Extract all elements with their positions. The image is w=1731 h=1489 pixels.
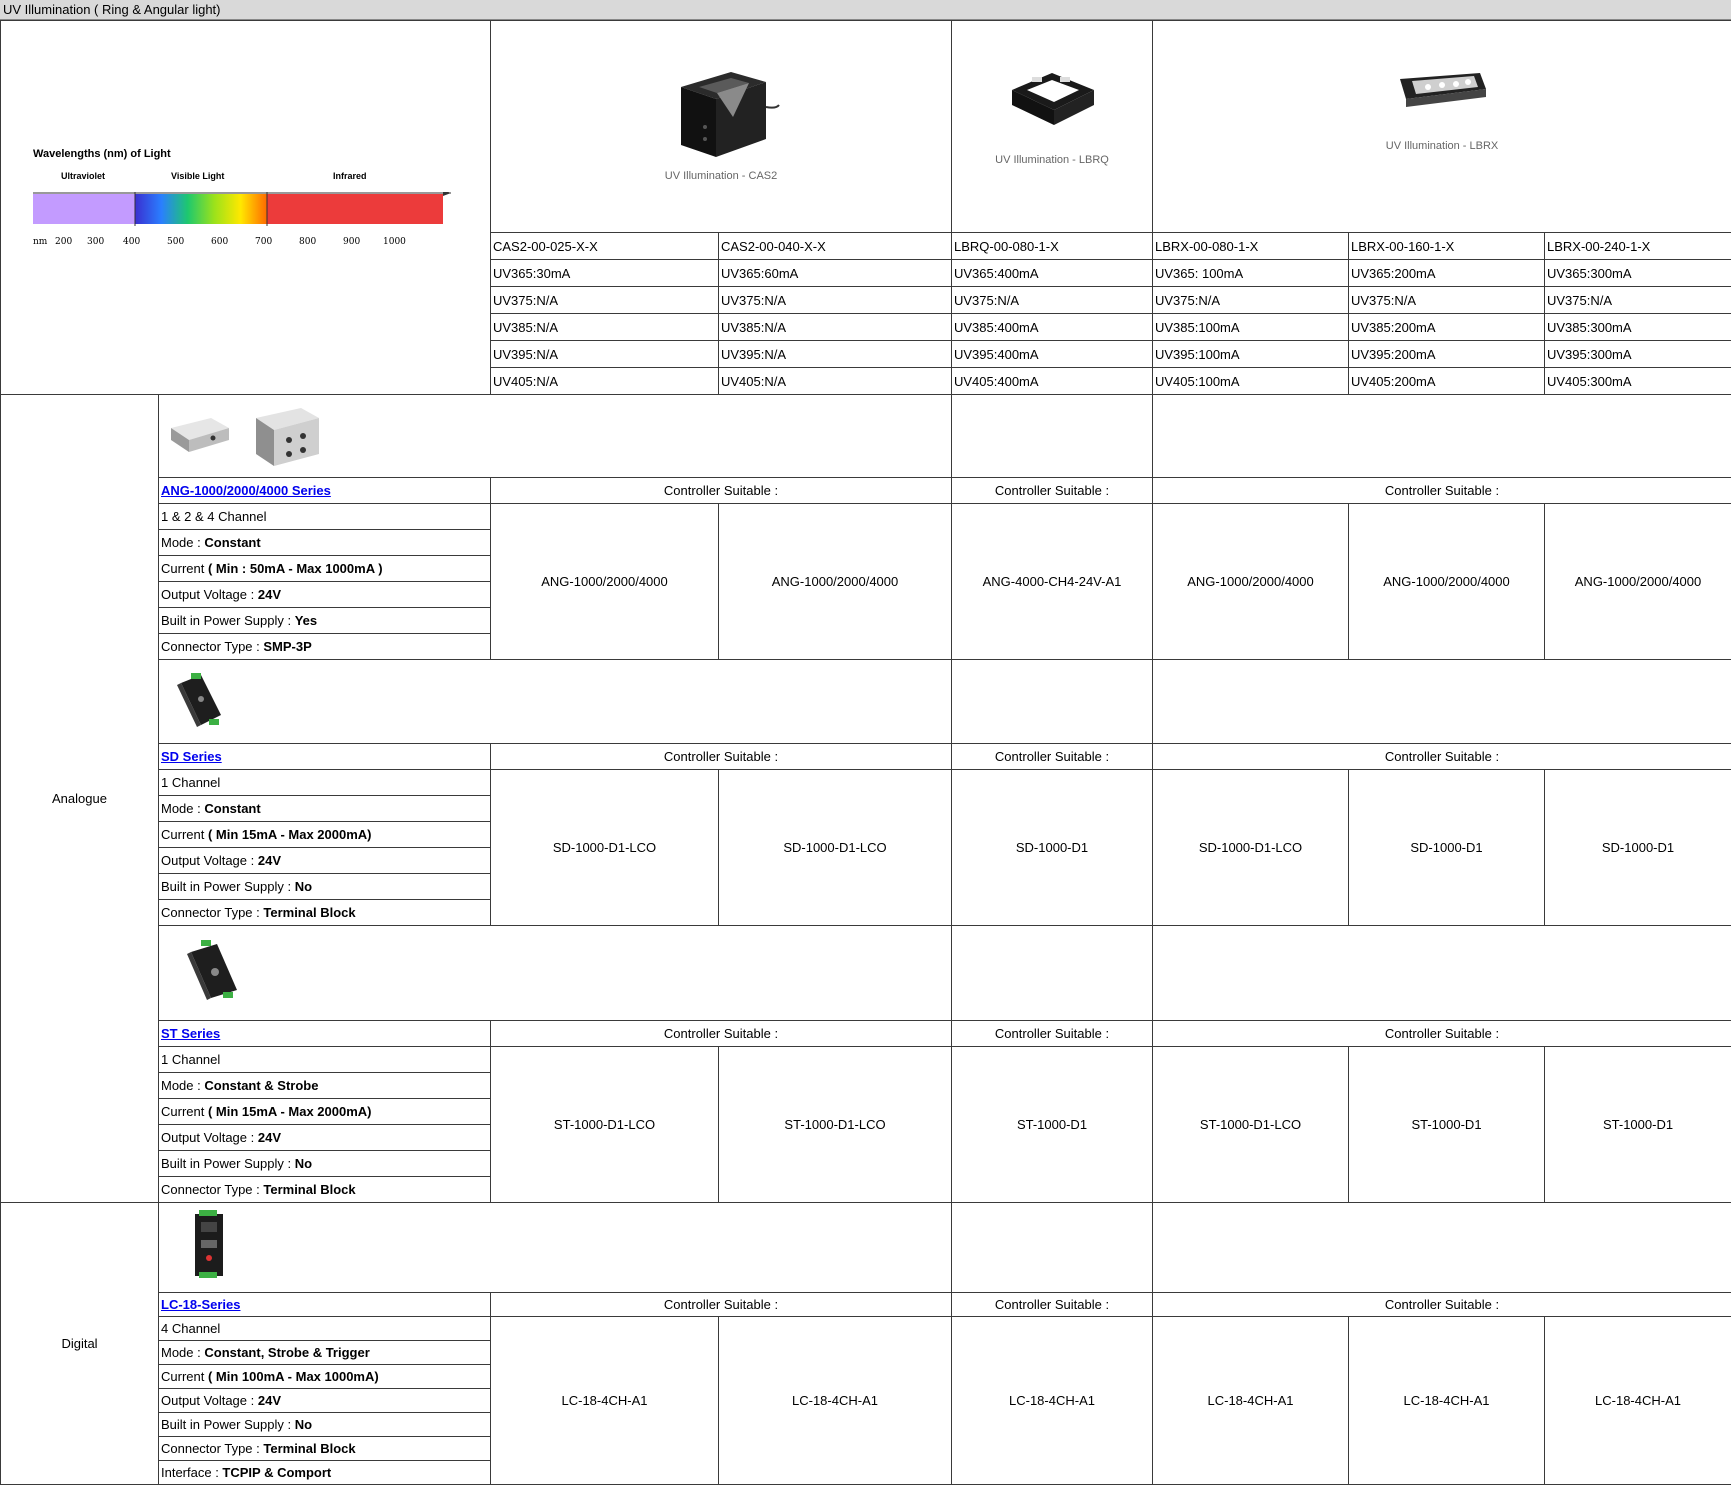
band-infrared: Infrared (333, 171, 367, 181)
model-spec: UV385:N/A (719, 314, 952, 341)
series-spec: Current ( Min 15mA - Max 2000mA) (159, 1099, 491, 1125)
spectrum-title: Wavelengths (nm) of Light (33, 148, 171, 160)
tick-label: 1000 (383, 237, 406, 247)
controller-suitable-label: Controller Suitable : (491, 1293, 952, 1317)
series-spec: 1 & 2 & 4 Channel (159, 504, 491, 530)
series-link[interactable] (159, 1293, 491, 1317)
product-caption: UV Illumination - LBRQ (995, 154, 1109, 166)
empty-cell (952, 660, 1153, 744)
empty-cell (1153, 1203, 1731, 1293)
controller-suitable-label: Controller Suitable : (952, 478, 1153, 504)
empty-cell (952, 926, 1153, 1021)
controller-model: LC-18-4CH-A1 (719, 1317, 952, 1485)
controller-model: ST-1000-D1-LCO (719, 1047, 952, 1203)
controller-model: SD-1000-D1 (1349, 770, 1545, 926)
spectrum-cell (1, 21, 491, 395)
model-spec: UV375:N/A (1153, 287, 1349, 314)
model-spec: UV375:N/A (952, 287, 1153, 314)
controller-model: LC-18-4CH-A1 (1349, 1317, 1545, 1485)
model-spec: UV375:N/A (1349, 287, 1545, 314)
empty-cell (1153, 926, 1731, 1021)
series-name[interactable]: ST Series (161, 1026, 221, 1041)
series-spec: Built in Power Supply : No (159, 874, 491, 900)
controller-suitable-label: Controller Suitable : (491, 1021, 952, 1047)
empty-cell (952, 395, 1153, 478)
sd-controller-image (167, 665, 247, 735)
controller-image-cell (159, 926, 952, 1021)
series-spec: Connector Type : Terminal Block (159, 900, 491, 926)
model-spec: UV385:400mA (952, 314, 1153, 341)
model-spec: UV405:300mA (1545, 368, 1731, 395)
series-spec: Built in Power Supply : No (159, 1151, 491, 1177)
model-spec: UV375:N/A (1545, 287, 1731, 314)
controller-model: ANG-4000-CH4-24V-A1 (952, 504, 1153, 660)
series-link[interactable] (159, 478, 491, 504)
product-cas2-cell (491, 21, 952, 233)
controller-suitable-label: Controller Suitable : (952, 1293, 1153, 1317)
comparison-table (0, 20, 1731, 1485)
tick-label: 500 (167, 237, 185, 247)
category-digital: Digital (1, 1203, 159, 1485)
band-ultraviolet: Ultraviolet (61, 171, 106, 181)
series-spec: Output Voltage : 24V (159, 848, 491, 874)
model-spec: UV395:300mA (1545, 341, 1731, 368)
sheet-title: UV Illumination ( Ring & Angular light) (0, 0, 1731, 20)
series-spec: Current ( Min 100mA - Max 1000mA) (159, 1365, 491, 1389)
cas2-light-image (661, 47, 781, 167)
st-controller-image (177, 932, 257, 1012)
model-spec: UV385:N/A (491, 314, 719, 341)
model-spec: UV395:N/A (491, 341, 719, 368)
controller-image-cell (159, 395, 952, 478)
model-spec: UV405:200mA (1349, 368, 1545, 395)
controller-suitable-label: Controller Suitable : (952, 744, 1153, 770)
model-name: LBRX-00-240-1-X (1545, 233, 1731, 260)
lc18-controller-image (179, 1206, 249, 1286)
model-spec: UV385:200mA (1349, 314, 1545, 341)
series-link[interactable] (159, 744, 491, 770)
series-spec: Interface : TCPIP & Comport (159, 1461, 491, 1485)
tick-label: 800 (299, 237, 317, 247)
controller-model: LC-18-4CH-A1 (491, 1317, 719, 1485)
tick-label: 900 (343, 237, 361, 247)
series-spec: Connector Type : SMP-3P (159, 634, 491, 660)
tick-label: 300 (87, 237, 105, 247)
model-name: LBRQ-00-080-1-X (952, 233, 1153, 260)
visible-band (135, 194, 267, 224)
product-lbrq-cell (952, 21, 1153, 233)
controller-model: ANG-1000/2000/4000 (719, 504, 952, 660)
series-spec: Output Voltage : 24V (159, 582, 491, 608)
controller-model: SD-1000-D1 (952, 770, 1153, 926)
controller-suitable-label: Controller Suitable : (491, 478, 952, 504)
tick-label: 700 (255, 237, 273, 247)
controller-image-cell (159, 660, 952, 744)
model-spec: UV395:N/A (719, 341, 952, 368)
controller-model: ST-1000-D1 (1349, 1047, 1545, 1203)
model-spec: UV395:200mA (1349, 341, 1545, 368)
model-spec: UV395:400mA (952, 341, 1153, 368)
controller-model: ANG-1000/2000/4000 (1153, 504, 1349, 660)
series-spec: 1 Channel (159, 1047, 491, 1073)
uv-band (33, 194, 135, 224)
series-spec: Connector Type : Terminal Block (159, 1177, 491, 1203)
tick-label: 200 (55, 237, 73, 247)
model-name: LBRX-00-160-1-X (1349, 233, 1545, 260)
controller-model: ST-1000-D1-LCO (491, 1047, 719, 1203)
model-spec: UV365:300mA (1545, 260, 1731, 287)
series-spec: Built in Power Supply : Yes (159, 608, 491, 634)
tick-unit: nm (33, 237, 48, 247)
controller-model: SD-1000-D1-LCO (1153, 770, 1349, 926)
ang-controller-image (161, 400, 331, 470)
model-spec: UV385:300mA (1545, 314, 1731, 341)
product-caption: UV Illumination - LBRX (1385, 140, 1499, 152)
controller-model: ANG-1000/2000/4000 (1545, 504, 1731, 660)
series-name[interactable]: LC-18-Series (161, 1297, 241, 1312)
category-analogue: Analogue (1, 395, 159, 1203)
controller-model: ST-1000-D1-LCO (1153, 1047, 1349, 1203)
model-spec: UV385:100mA (1153, 314, 1349, 341)
model-spec: UV365: 100mA (1153, 260, 1349, 287)
controller-suitable-label: Controller Suitable : (1153, 1021, 1731, 1047)
model-spec: UV365:200mA (1349, 260, 1545, 287)
product-lbrx-cell (1153, 21, 1731, 233)
model-spec: UV365:30mA (491, 260, 719, 287)
empty-cell (952, 1203, 1153, 1293)
series-spec: Mode : Constant & Strobe (159, 1073, 491, 1099)
model-spec: UV405:400mA (952, 368, 1153, 395)
controller-model: ST-1000-D1 (1545, 1047, 1731, 1203)
model-name: CAS2-00-025-X-X (491, 233, 719, 260)
controller-suitable-label: Controller Suitable : (491, 744, 952, 770)
model-spec: UV375:N/A (491, 287, 719, 314)
series-spec: 4 Channel (159, 1317, 491, 1341)
controller-model: ANG-1000/2000/4000 (491, 504, 719, 660)
spectrum-bar (33, 192, 451, 226)
series-spec: Current ( Min 15mA - Max 2000mA) (159, 822, 491, 848)
model-spec: UV405:N/A (719, 368, 952, 395)
controller-image-cell (159, 1203, 952, 1293)
model-spec: UV395:100mA (1153, 341, 1349, 368)
series-spec: Connector Type : Terminal Block (159, 1437, 491, 1461)
controller-model: SD-1000-D1 (1545, 770, 1731, 926)
series-link[interactable] (159, 1021, 491, 1047)
series-spec: Built in Power Supply : No (159, 1413, 491, 1437)
tick-label: 600 (211, 237, 229, 247)
ir-band (267, 194, 443, 224)
controller-suitable-label: Controller Suitable : (1153, 744, 1731, 770)
series-spec: Mode : Constant, Strobe & Trigger (159, 1341, 491, 1365)
series-spec: Current ( Min : 50mA - Max 1000mA ) (159, 556, 491, 582)
controller-model: LC-18-4CH-A1 (1153, 1317, 1349, 1485)
model-spec: UV365:60mA (719, 260, 952, 287)
series-spec: Mode : Constant (159, 530, 491, 556)
controller-model: SD-1000-D1-LCO (491, 770, 719, 926)
series-spec: Output Voltage : 24V (159, 1125, 491, 1151)
product-caption: UV Illumination - CAS2 (664, 170, 778, 182)
tick-label: 400 (123, 237, 141, 247)
controller-model: ANG-1000/2000/4000 (1349, 504, 1545, 660)
model-spec: UV405:100mA (1153, 368, 1349, 395)
controller-suitable-label: Controller Suitable : (1153, 478, 1731, 504)
series-name[interactable]: SD Series (161, 749, 222, 764)
controller-suitable-label: Controller Suitable : (952, 1021, 1153, 1047)
band-visible: Visible Light (171, 171, 225, 181)
controller-model: ST-1000-D1 (952, 1047, 1153, 1203)
model-spec: UV375:N/A (719, 287, 952, 314)
spectrum-chart (25, 136, 465, 266)
lbrq-light-image (1002, 55, 1102, 145)
lbrx-light-image (1392, 59, 1492, 129)
controller-model: SD-1000-D1-LCO (719, 770, 952, 926)
controller-suitable-label: Controller Suitable : (1153, 1293, 1731, 1317)
series-spec: Mode : Constant (159, 796, 491, 822)
model-spec: UV365:400mA (952, 260, 1153, 287)
model-name: LBRX-00-080-1-X (1153, 233, 1349, 260)
series-name[interactable]: ANG-1000/2000/4000 Series (161, 483, 331, 498)
model-name: CAS2-00-040-X-X (719, 233, 952, 260)
empty-cell (1153, 660, 1731, 744)
empty-cell (1153, 395, 1731, 478)
model-spec: UV405:N/A (491, 368, 719, 395)
controller-model: LC-18-4CH-A1 (952, 1317, 1153, 1485)
series-spec: Output Voltage : 24V (159, 1389, 491, 1413)
series-spec: 1 Channel (159, 770, 491, 796)
controller-model: LC-18-4CH-A1 (1545, 1317, 1731, 1485)
